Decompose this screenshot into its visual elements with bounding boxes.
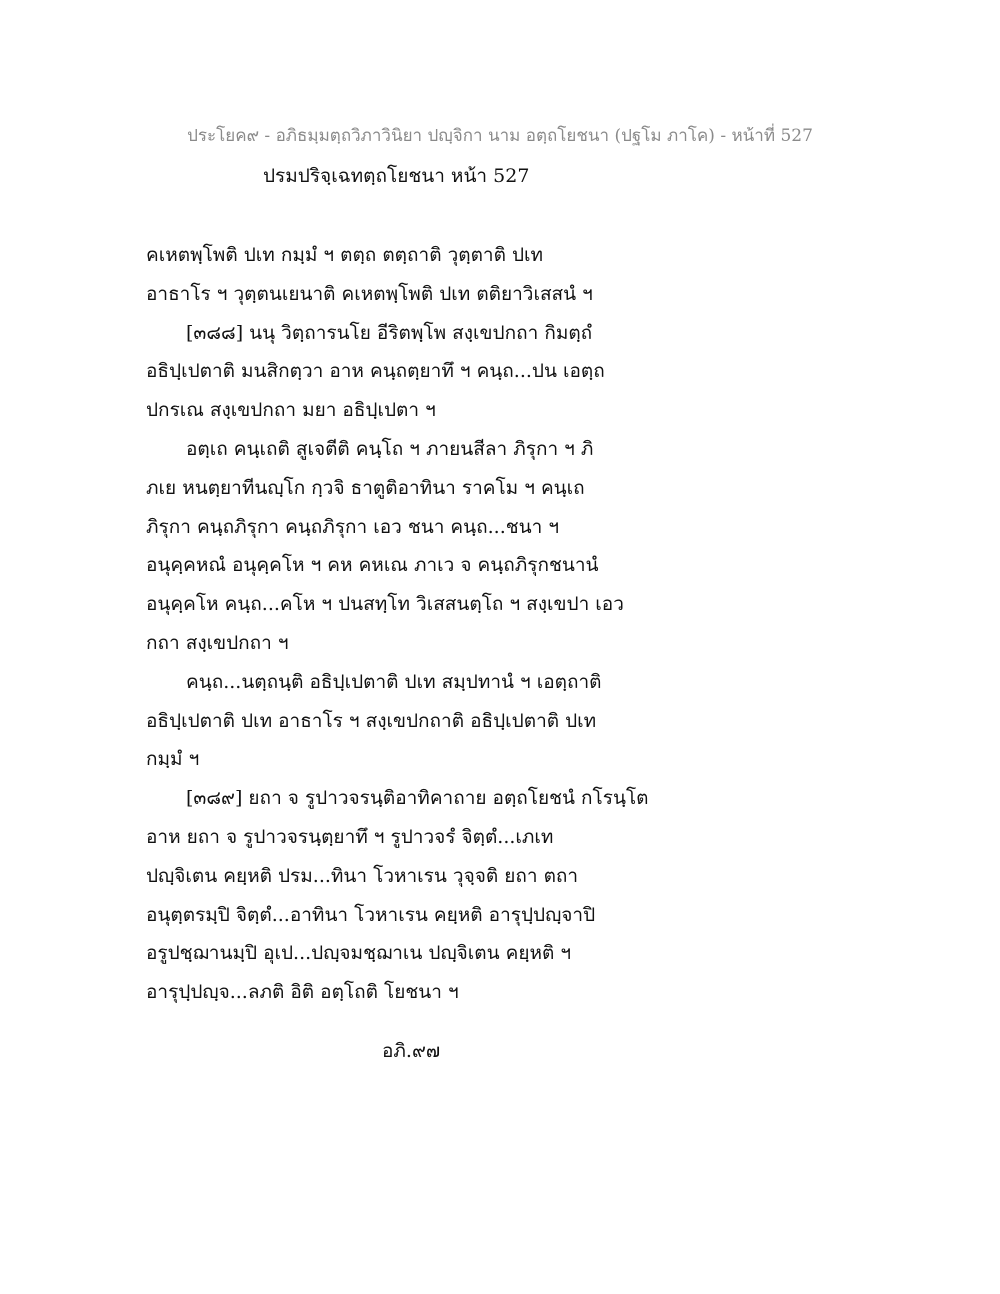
text-line: ภเย หนตฺยาทีนญฺโก กฺวจิ ธาตูติอาทินา ราคโม ฯ คนฺเถ [146, 476, 585, 499]
text-line: คเหตพฺโพติ ปเท กมฺมํ ฯ ตตฺถ ตตฺถาติ วุตฺตาติ ปเท [146, 244, 544, 266]
text-line: อาห ยถา จ รูปาวจรนฺตฺยาทึ ฯ รูปาวจรํ จิตฺตํ...เภเท [146, 825, 554, 848]
text-line: อารุปฺปญฺจ...ลภติ อิติ อตฺโถติ โยชนา ฯ [146, 981, 459, 1004]
text-line: ปญฺจิเตน คยฺหติ ปรม...ทินา โวหาเรน วุจฺจติ ยถา ตถา [146, 864, 579, 887]
text-line: ภิรุกา คนฺถภิรุกา คนฺถภิรุกา เอว ชนา คนฺถ...ชนา ฯ [146, 515, 560, 538]
text-line: อนุคฺคโห คนฺถ...คโห ฯ ปนสทฺโท วิเสสนตฺโถ ฯ สงฺเขปา เอว [146, 593, 624, 616]
page-footer-mark: อภิ.๙๗ [382, 1040, 441, 1062]
text-line: [๓๘๘] นนุ วิตฺถารนโย อีริตพฺโพ สงฺเขปกถา กิมตฺถํ [186, 321, 593, 344]
text-line: อธิปฺเปตาติ ปเท อาธาโร ฯ สงฺเขปกถาติ อธิปฺเปตาติ ปเท [146, 709, 597, 732]
text-line: อตฺเถ คนฺเถติ สูเจตีติ คนฺโถ ฯ ภายนสีลา ภิรุกา ฯ ภิ [186, 437, 594, 460]
text-line: อนุคฺคหณํ อนุคฺคโห ฯ คห คหเณ ภาเว จ คนฺถภิรุกชนานํ [146, 554, 599, 577]
text-line: อธิปฺเปตาติ มนสิกตฺวา อาห คนฺถตฺยาทึ ฯ คนฺถ...ปน เอตฺถ [146, 360, 605, 383]
running-header: ประโยค๙ - อภิธมฺมตฺถวิภาวินิยา ปญฺจิกา นาม อตฺถโยชนา (ปฐโม ภาโค) - หน้าที่ 527 [187, 126, 813, 146]
text-line: อาธาโร ฯ วุตฺตนเยนาติ คเหตพฺโพติ ปเท ตติยาวิเสสนํ ฯ [146, 282, 593, 305]
text-line: อนุตฺตรมฺปิ จิตฺตํ...อาทินา โวหาเรน คยฺหติ อารุปฺปญฺจาปิ [146, 903, 596, 926]
text-line: ปกรเณ สงฺเขปกถา มยา อธิปฺเปตา ฯ [146, 399, 436, 422]
body-text [146, 236, 686, 1012]
text-line: [๓๘๙] ยถา จ รูปาวจรนฺติอาทิคาถาย อตฺถโยชนํ กโรนฺโต [186, 787, 649, 810]
text-line: อรูปชฺฌานมฺปิ อุเป...ปญฺจมชฺฌาเน ปญฺจิเตน คยฺหติ ฯ [146, 942, 572, 965]
text-line: คนฺถ...นตฺถนฺติ อธิปฺเปตาติ ปเท สมฺปทานํ ฯ เอตฺถาติ [186, 670, 602, 693]
text-line: กมฺมํ ฯ [146, 748, 200, 771]
text-line: กถา สงฺเขปกถา ฯ [146, 631, 289, 654]
section-title: ปรมปริจฺเฉทตฺถโยชนา หน้า 527 [263, 165, 530, 187]
